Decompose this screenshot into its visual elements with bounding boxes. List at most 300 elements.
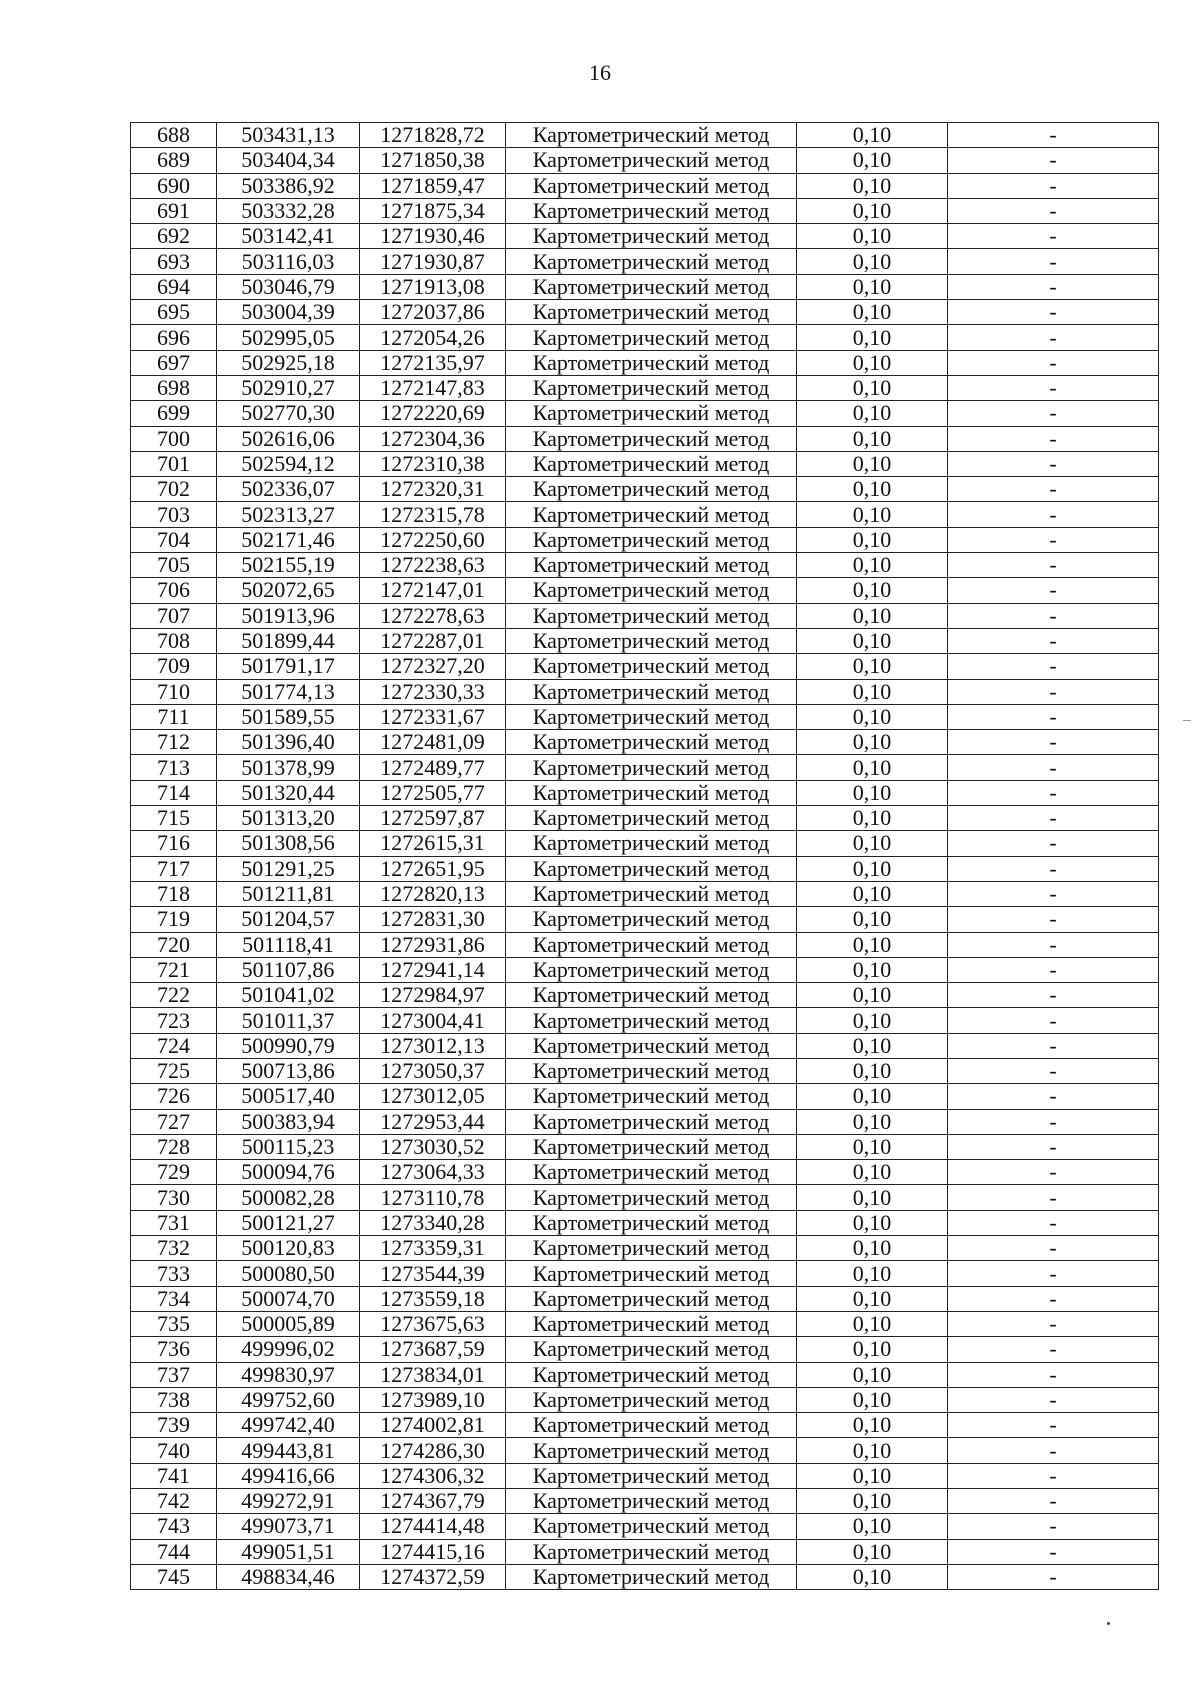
point-number-cell: 703 <box>131 502 217 527</box>
y-coordinate-cell: 1273012,13 <box>360 1033 506 1058</box>
point-number-cell: 733 <box>131 1261 217 1286</box>
point-number-cell: 720 <box>131 932 217 957</box>
point-number-cell: 742 <box>131 1489 217 1514</box>
description-cell: - <box>948 957 1159 982</box>
x-coordinate-cell: 500005,89 <box>217 1311 360 1336</box>
point-number-cell: 736 <box>131 1337 217 1362</box>
table-row <box>131 173 1159 198</box>
description-cell: - <box>948 831 1159 856</box>
x-coordinate-cell: 502336,07 <box>217 477 360 502</box>
x-coordinate-cell: 501118,41 <box>217 932 360 957</box>
accuracy-cell: 0,10 <box>797 1463 948 1488</box>
y-coordinate-cell: 1273004,41 <box>360 1008 506 1033</box>
y-coordinate-cell: 1273340,28 <box>360 1210 506 1235</box>
table-row <box>131 375 1159 400</box>
description-cell: - <box>948 654 1159 679</box>
table-row <box>131 907 1159 932</box>
x-coordinate-cell: 499443,81 <box>217 1438 360 1463</box>
point-number-cell: 732 <box>131 1236 217 1261</box>
table-row <box>131 300 1159 325</box>
method-cell: Картометрический метод <box>506 1286 797 1311</box>
x-coordinate-cell: 503046,79 <box>217 274 360 299</box>
point-number-cell: 712 <box>131 730 217 755</box>
x-coordinate-cell: 500074,70 <box>217 1286 360 1311</box>
x-coordinate-cell: 499830,97 <box>217 1362 360 1387</box>
method-cell: Картометрический метод <box>506 957 797 982</box>
accuracy-cell: 0,10 <box>797 780 948 805</box>
y-coordinate-cell: 1272135,97 <box>360 350 506 375</box>
description-cell: - <box>948 1413 1159 1438</box>
accuracy-cell: 0,10 <box>797 628 948 653</box>
method-cell: Картометрический метод <box>506 1514 797 1539</box>
point-number-cell: 709 <box>131 654 217 679</box>
y-coordinate-cell: 1273050,37 <box>360 1058 506 1083</box>
method-cell: Картометрический метод <box>506 755 797 780</box>
table-row <box>131 274 1159 299</box>
y-coordinate-cell: 1273064,33 <box>360 1160 506 1185</box>
method-cell: Картометрический метод <box>506 1134 797 1159</box>
point-number-cell: 699 <box>131 401 217 426</box>
table-row <box>131 1033 1159 1058</box>
point-number-cell: 710 <box>131 679 217 704</box>
description-cell: - <box>948 1311 1159 1336</box>
method-cell: Картометрический метод <box>506 1564 797 1589</box>
table-row <box>131 1261 1159 1286</box>
x-coordinate-cell: 503004,39 <box>217 300 360 325</box>
description-cell: - <box>948 1337 1159 1362</box>
accuracy-cell: 0,10 <box>797 249 948 274</box>
method-cell: Картометрический метод <box>506 300 797 325</box>
table-row <box>131 1463 1159 1488</box>
point-number-cell: 695 <box>131 300 217 325</box>
accuracy-cell: 0,10 <box>797 451 948 476</box>
table-row <box>131 477 1159 502</box>
x-coordinate-cell: 503332,28 <box>217 198 360 223</box>
description-cell: - <box>948 527 1159 552</box>
x-coordinate-cell: 503116,03 <box>217 249 360 274</box>
method-cell: Картометрический метод <box>506 628 797 653</box>
description-cell: - <box>948 1489 1159 1514</box>
y-coordinate-cell: 1272310,38 <box>360 451 506 476</box>
table-row <box>131 1210 1159 1235</box>
description-cell: - <box>948 300 1159 325</box>
table-row <box>131 148 1159 173</box>
x-coordinate-cell: 502616,06 <box>217 426 360 451</box>
table-row <box>131 1564 1159 1589</box>
accuracy-cell: 0,10 <box>797 1008 948 1033</box>
x-coordinate-cell: 499752,60 <box>217 1387 360 1412</box>
x-coordinate-cell: 502770,30 <box>217 401 360 426</box>
table-row <box>131 1387 1159 1412</box>
x-coordinate-cell: 503404,34 <box>217 148 360 173</box>
y-coordinate-cell: 1272304,36 <box>360 426 506 451</box>
y-coordinate-cell: 1273544,39 <box>360 1261 506 1286</box>
y-coordinate-cell: 1272220,69 <box>360 401 506 426</box>
table-row <box>131 1514 1159 1539</box>
method-cell: Картометрический метод <box>506 325 797 350</box>
table-row <box>131 1337 1159 1362</box>
method-cell: Картометрический метод <box>506 856 797 881</box>
y-coordinate-cell: 1272831,30 <box>360 907 506 932</box>
accuracy-cell: 0,10 <box>797 704 948 729</box>
table-row <box>131 1438 1159 1463</box>
page-number: 16 <box>589 60 611 85</box>
accuracy-cell: 0,10 <box>797 881 948 906</box>
point-number-cell: 691 <box>131 198 217 223</box>
table-row <box>131 932 1159 957</box>
x-coordinate-cell: 501041,02 <box>217 983 360 1008</box>
y-coordinate-cell: 1272287,01 <box>360 628 506 653</box>
method-cell: Картометрический метод <box>506 983 797 1008</box>
method-cell: Картометрический метод <box>506 1438 797 1463</box>
accuracy-cell: 0,10 <box>797 1261 948 1286</box>
accuracy-cell: 0,10 <box>797 679 948 704</box>
y-coordinate-cell: 1272651,95 <box>360 856 506 881</box>
method-cell: Картометрический метод <box>506 426 797 451</box>
x-coordinate-cell: 503431,13 <box>217 123 360 148</box>
method-cell: Картометрический метод <box>506 1058 797 1083</box>
y-coordinate-cell: 1271850,38 <box>360 148 506 173</box>
accuracy-cell: 0,10 <box>797 983 948 1008</box>
table-row <box>131 831 1159 856</box>
accuracy-cell: 0,10 <box>797 527 948 552</box>
point-number-cell: 740 <box>131 1438 217 1463</box>
y-coordinate-cell: 1271930,46 <box>360 224 506 249</box>
description-cell: - <box>948 578 1159 603</box>
method-cell: Картометрический метод <box>506 679 797 704</box>
accuracy-cell: 0,10 <box>797 274 948 299</box>
accuracy-cell: 0,10 <box>797 603 948 628</box>
accuracy-cell: 0,10 <box>797 148 948 173</box>
table-row <box>131 1489 1159 1514</box>
y-coordinate-cell: 1274002,81 <box>360 1413 506 1438</box>
point-number-cell: 715 <box>131 806 217 831</box>
table-row <box>131 628 1159 653</box>
table-row <box>131 578 1159 603</box>
description-cell: - <box>948 603 1159 628</box>
table-row <box>131 654 1159 679</box>
x-coordinate-cell: 502313,27 <box>217 502 360 527</box>
method-cell: Картометрический метод <box>506 603 797 628</box>
y-coordinate-cell: 1273687,59 <box>360 1337 506 1362</box>
method-cell: Картометрический метод <box>506 553 797 578</box>
description-cell: - <box>948 224 1159 249</box>
y-coordinate-cell: 1274415,16 <box>360 1539 506 1564</box>
y-coordinate-cell: 1272615,31 <box>360 831 506 856</box>
x-coordinate-cell: 501107,86 <box>217 957 360 982</box>
y-coordinate-cell: 1272147,83 <box>360 375 506 400</box>
x-coordinate-cell: 502594,12 <box>217 451 360 476</box>
point-number-cell: 739 <box>131 1413 217 1438</box>
accuracy-cell: 0,10 <box>797 806 948 831</box>
point-number-cell: 717 <box>131 856 217 881</box>
description-cell: - <box>948 249 1159 274</box>
table-row <box>131 527 1159 552</box>
x-coordinate-cell: 499416,66 <box>217 1463 360 1488</box>
description-cell: - <box>948 755 1159 780</box>
method-cell: Картометрический метод <box>506 704 797 729</box>
y-coordinate-cell: 1274414,48 <box>360 1514 506 1539</box>
y-coordinate-cell: 1274306,32 <box>360 1463 506 1488</box>
point-number-cell: 688 <box>131 123 217 148</box>
table-row <box>131 881 1159 906</box>
table-row <box>131 755 1159 780</box>
table-row <box>131 1160 1159 1185</box>
method-cell: Картометрический метод <box>506 173 797 198</box>
accuracy-cell: 0,10 <box>797 325 948 350</box>
table-row <box>131 249 1159 274</box>
point-number-cell: 725 <box>131 1058 217 1083</box>
description-cell: - <box>948 173 1159 198</box>
description-cell: - <box>948 628 1159 653</box>
x-coordinate-cell: 500115,23 <box>217 1134 360 1159</box>
accuracy-cell: 0,10 <box>797 1160 948 1185</box>
description-cell: - <box>948 1134 1159 1159</box>
x-coordinate-cell: 501589,55 <box>217 704 360 729</box>
point-number-cell: 704 <box>131 527 217 552</box>
y-coordinate-cell: 1272037,86 <box>360 300 506 325</box>
table-row <box>131 1236 1159 1261</box>
point-number-cell: 731 <box>131 1210 217 1235</box>
accuracy-cell: 0,10 <box>797 1109 948 1134</box>
point-number-cell: 730 <box>131 1185 217 1210</box>
x-coordinate-cell: 502171,46 <box>217 527 360 552</box>
method-cell: Картометрический метод <box>506 1261 797 1286</box>
point-number-cell: 745 <box>131 1564 217 1589</box>
method-cell: Картометрический метод <box>506 780 797 805</box>
description-cell: - <box>948 1185 1159 1210</box>
method-cell: Картометрический метод <box>506 198 797 223</box>
accuracy-cell: 0,10 <box>797 1337 948 1362</box>
x-coordinate-cell: 501320,44 <box>217 780 360 805</box>
description-cell: - <box>948 881 1159 906</box>
method-cell: Картометрический метод <box>506 1413 797 1438</box>
description-cell: - <box>948 502 1159 527</box>
x-coordinate-cell: 503386,92 <box>217 173 360 198</box>
point-number-cell: 726 <box>131 1084 217 1109</box>
x-coordinate-cell: 500121,27 <box>217 1210 360 1235</box>
table-row <box>131 1008 1159 1033</box>
method-cell: Картометрический метод <box>506 1210 797 1235</box>
table-row <box>131 603 1159 628</box>
point-number-cell: 706 <box>131 578 217 603</box>
point-number-cell: 738 <box>131 1387 217 1412</box>
point-number-cell: 723 <box>131 1008 217 1033</box>
accuracy-cell: 0,10 <box>797 1514 948 1539</box>
x-coordinate-cell: 499073,71 <box>217 1514 360 1539</box>
method-cell: Картометрический метод <box>506 1084 797 1109</box>
method-cell: Картометрический метод <box>506 375 797 400</box>
table-row <box>131 957 1159 982</box>
accuracy-cell: 0,10 <box>797 1413 948 1438</box>
x-coordinate-cell: 500080,50 <box>217 1261 360 1286</box>
point-number-cell: 735 <box>131 1311 217 1336</box>
method-cell: Картометрический метод <box>506 1539 797 1564</box>
accuracy-cell: 0,10 <box>797 1185 948 1210</box>
method-cell: Картометрический метод <box>506 806 797 831</box>
y-coordinate-cell: 1274286,30 <box>360 1438 506 1463</box>
point-number-cell: 737 <box>131 1362 217 1387</box>
description-cell: - <box>948 1236 1159 1261</box>
method-cell: Картометрический метод <box>506 730 797 755</box>
y-coordinate-cell: 1272984,97 <box>360 983 506 1008</box>
method-cell: Картометрический метод <box>506 831 797 856</box>
accuracy-cell: 0,10 <box>797 477 948 502</box>
description-cell: - <box>948 274 1159 299</box>
accuracy-cell: 0,10 <box>797 1564 948 1589</box>
x-coordinate-cell: 501313,20 <box>217 806 360 831</box>
y-coordinate-cell: 1273834,01 <box>360 1362 506 1387</box>
description-cell: - <box>948 148 1159 173</box>
description-cell: - <box>948 198 1159 223</box>
x-coordinate-cell: 501204,57 <box>217 907 360 932</box>
accuracy-cell: 0,10 <box>797 907 948 932</box>
method-cell: Картометрический метод <box>506 1387 797 1412</box>
description-cell: - <box>948 451 1159 476</box>
x-coordinate-cell: 500517,40 <box>217 1084 360 1109</box>
method-cell: Картометрический метод <box>506 1362 797 1387</box>
point-number-cell: 702 <box>131 477 217 502</box>
table-row <box>131 780 1159 805</box>
x-coordinate-cell: 501308,56 <box>217 831 360 856</box>
point-number-cell: 724 <box>131 1033 217 1058</box>
description-cell: - <box>948 1033 1159 1058</box>
point-number-cell: 694 <box>131 274 217 299</box>
y-coordinate-cell: 1272327,20 <box>360 654 506 679</box>
table-row <box>131 1311 1159 1336</box>
x-coordinate-cell: 501378,99 <box>217 755 360 780</box>
method-cell: Картометрический метод <box>506 654 797 679</box>
y-coordinate-cell: 1272330,33 <box>360 679 506 704</box>
description-cell: - <box>948 1387 1159 1412</box>
point-number-cell: 693 <box>131 249 217 274</box>
y-coordinate-cell: 1273110,78 <box>360 1185 506 1210</box>
point-number-cell: 700 <box>131 426 217 451</box>
method-cell: Картометрический метод <box>506 1109 797 1134</box>
method-cell: Картометрический метод <box>506 1185 797 1210</box>
accuracy-cell: 0,10 <box>797 1058 948 1083</box>
accuracy-cell: 0,10 <box>797 426 948 451</box>
description-cell: - <box>948 932 1159 957</box>
x-coordinate-cell: 501791,17 <box>217 654 360 679</box>
y-coordinate-cell: 1273675,63 <box>360 1311 506 1336</box>
accuracy-cell: 0,10 <box>797 654 948 679</box>
accuracy-cell: 0,10 <box>797 1311 948 1336</box>
description-cell: - <box>948 1539 1159 1564</box>
accuracy-cell: 0,10 <box>797 1438 948 1463</box>
table-row <box>131 553 1159 578</box>
table-row <box>131 1362 1159 1387</box>
point-number-cell: 689 <box>131 148 217 173</box>
y-coordinate-cell: 1272489,77 <box>360 755 506 780</box>
description-cell: - <box>948 401 1159 426</box>
point-number-cell: 743 <box>131 1514 217 1539</box>
point-number-cell: 698 <box>131 375 217 400</box>
method-cell: Картометрический метод <box>506 350 797 375</box>
accuracy-cell: 0,10 <box>797 375 948 400</box>
accuracy-cell: 0,10 <box>797 755 948 780</box>
accuracy-cell: 0,10 <box>797 123 948 148</box>
point-number-cell: 707 <box>131 603 217 628</box>
description-cell: - <box>948 553 1159 578</box>
method-cell: Картометрический метод <box>506 451 797 476</box>
table-row <box>131 679 1159 704</box>
table-row <box>131 426 1159 451</box>
method-cell: Картометрический метод <box>506 249 797 274</box>
x-coordinate-cell: 498834,46 <box>217 1564 360 1589</box>
method-cell: Картометрический метод <box>506 1489 797 1514</box>
description-cell: - <box>948 856 1159 881</box>
method-cell: Картометрический метод <box>506 502 797 527</box>
accuracy-cell: 0,10 <box>797 1084 948 1109</box>
method-cell: Картометрический метод <box>506 401 797 426</box>
accuracy-cell: 0,10 <box>797 1362 948 1387</box>
table-row <box>131 1058 1159 1083</box>
x-coordinate-cell: 501291,25 <box>217 856 360 881</box>
y-coordinate-cell: 1272054,26 <box>360 325 506 350</box>
accuracy-cell: 0,10 <box>797 1134 948 1159</box>
point-number-cell: 705 <box>131 553 217 578</box>
x-coordinate-cell: 503142,41 <box>217 224 360 249</box>
method-cell: Картометрический метод <box>506 932 797 957</box>
y-coordinate-cell: 1273030,52 <box>360 1134 506 1159</box>
method-cell: Картометрический метод <box>506 907 797 932</box>
point-number-cell: 714 <box>131 780 217 805</box>
x-coordinate-cell: 500713,86 <box>217 1058 360 1083</box>
y-coordinate-cell: 1272931,86 <box>360 932 506 957</box>
point-number-cell: 718 <box>131 881 217 906</box>
table-row <box>131 350 1159 375</box>
y-coordinate-cell: 1272820,13 <box>360 881 506 906</box>
x-coordinate-cell: 501396,40 <box>217 730 360 755</box>
table-row <box>131 983 1159 1008</box>
x-coordinate-cell: 502910,27 <box>217 375 360 400</box>
description-cell: - <box>948 983 1159 1008</box>
point-number-cell: 690 <box>131 173 217 198</box>
y-coordinate-cell: 1274372,59 <box>360 1564 506 1589</box>
description-cell: - <box>948 1109 1159 1134</box>
y-coordinate-cell: 1273359,31 <box>360 1236 506 1261</box>
table-row <box>131 730 1159 755</box>
accuracy-cell: 0,10 <box>797 1210 948 1235</box>
description-cell: - <box>948 730 1159 755</box>
accuracy-cell: 0,10 <box>797 224 948 249</box>
point-number-cell: 696 <box>131 325 217 350</box>
accuracy-cell: 0,10 <box>797 1033 948 1058</box>
table-row <box>131 224 1159 249</box>
method-cell: Картометрический метод <box>506 1463 797 1488</box>
accuracy-cell: 0,10 <box>797 856 948 881</box>
y-coordinate-cell: 1271875,34 <box>360 198 506 223</box>
description-cell: - <box>948 780 1159 805</box>
x-coordinate-cell: 502155,19 <box>217 553 360 578</box>
accuracy-cell: 0,10 <box>797 1539 948 1564</box>
description-cell: - <box>948 1261 1159 1286</box>
y-coordinate-cell: 1272238,63 <box>360 553 506 578</box>
accuracy-cell: 0,10 <box>797 578 948 603</box>
accuracy-cell: 0,10 <box>797 1387 948 1412</box>
description-cell: - <box>948 1514 1159 1539</box>
x-coordinate-cell: 499051,51 <box>217 1539 360 1564</box>
description-cell: - <box>948 426 1159 451</box>
method-cell: Картометрический метод <box>506 1160 797 1185</box>
accuracy-cell: 0,10 <box>797 300 948 325</box>
accuracy-cell: 0,10 <box>797 1286 948 1311</box>
method-cell: Картометрический метод <box>506 1236 797 1261</box>
x-coordinate-cell: 501899,44 <box>217 628 360 653</box>
description-cell: - <box>948 123 1159 148</box>
table-row <box>131 1084 1159 1109</box>
